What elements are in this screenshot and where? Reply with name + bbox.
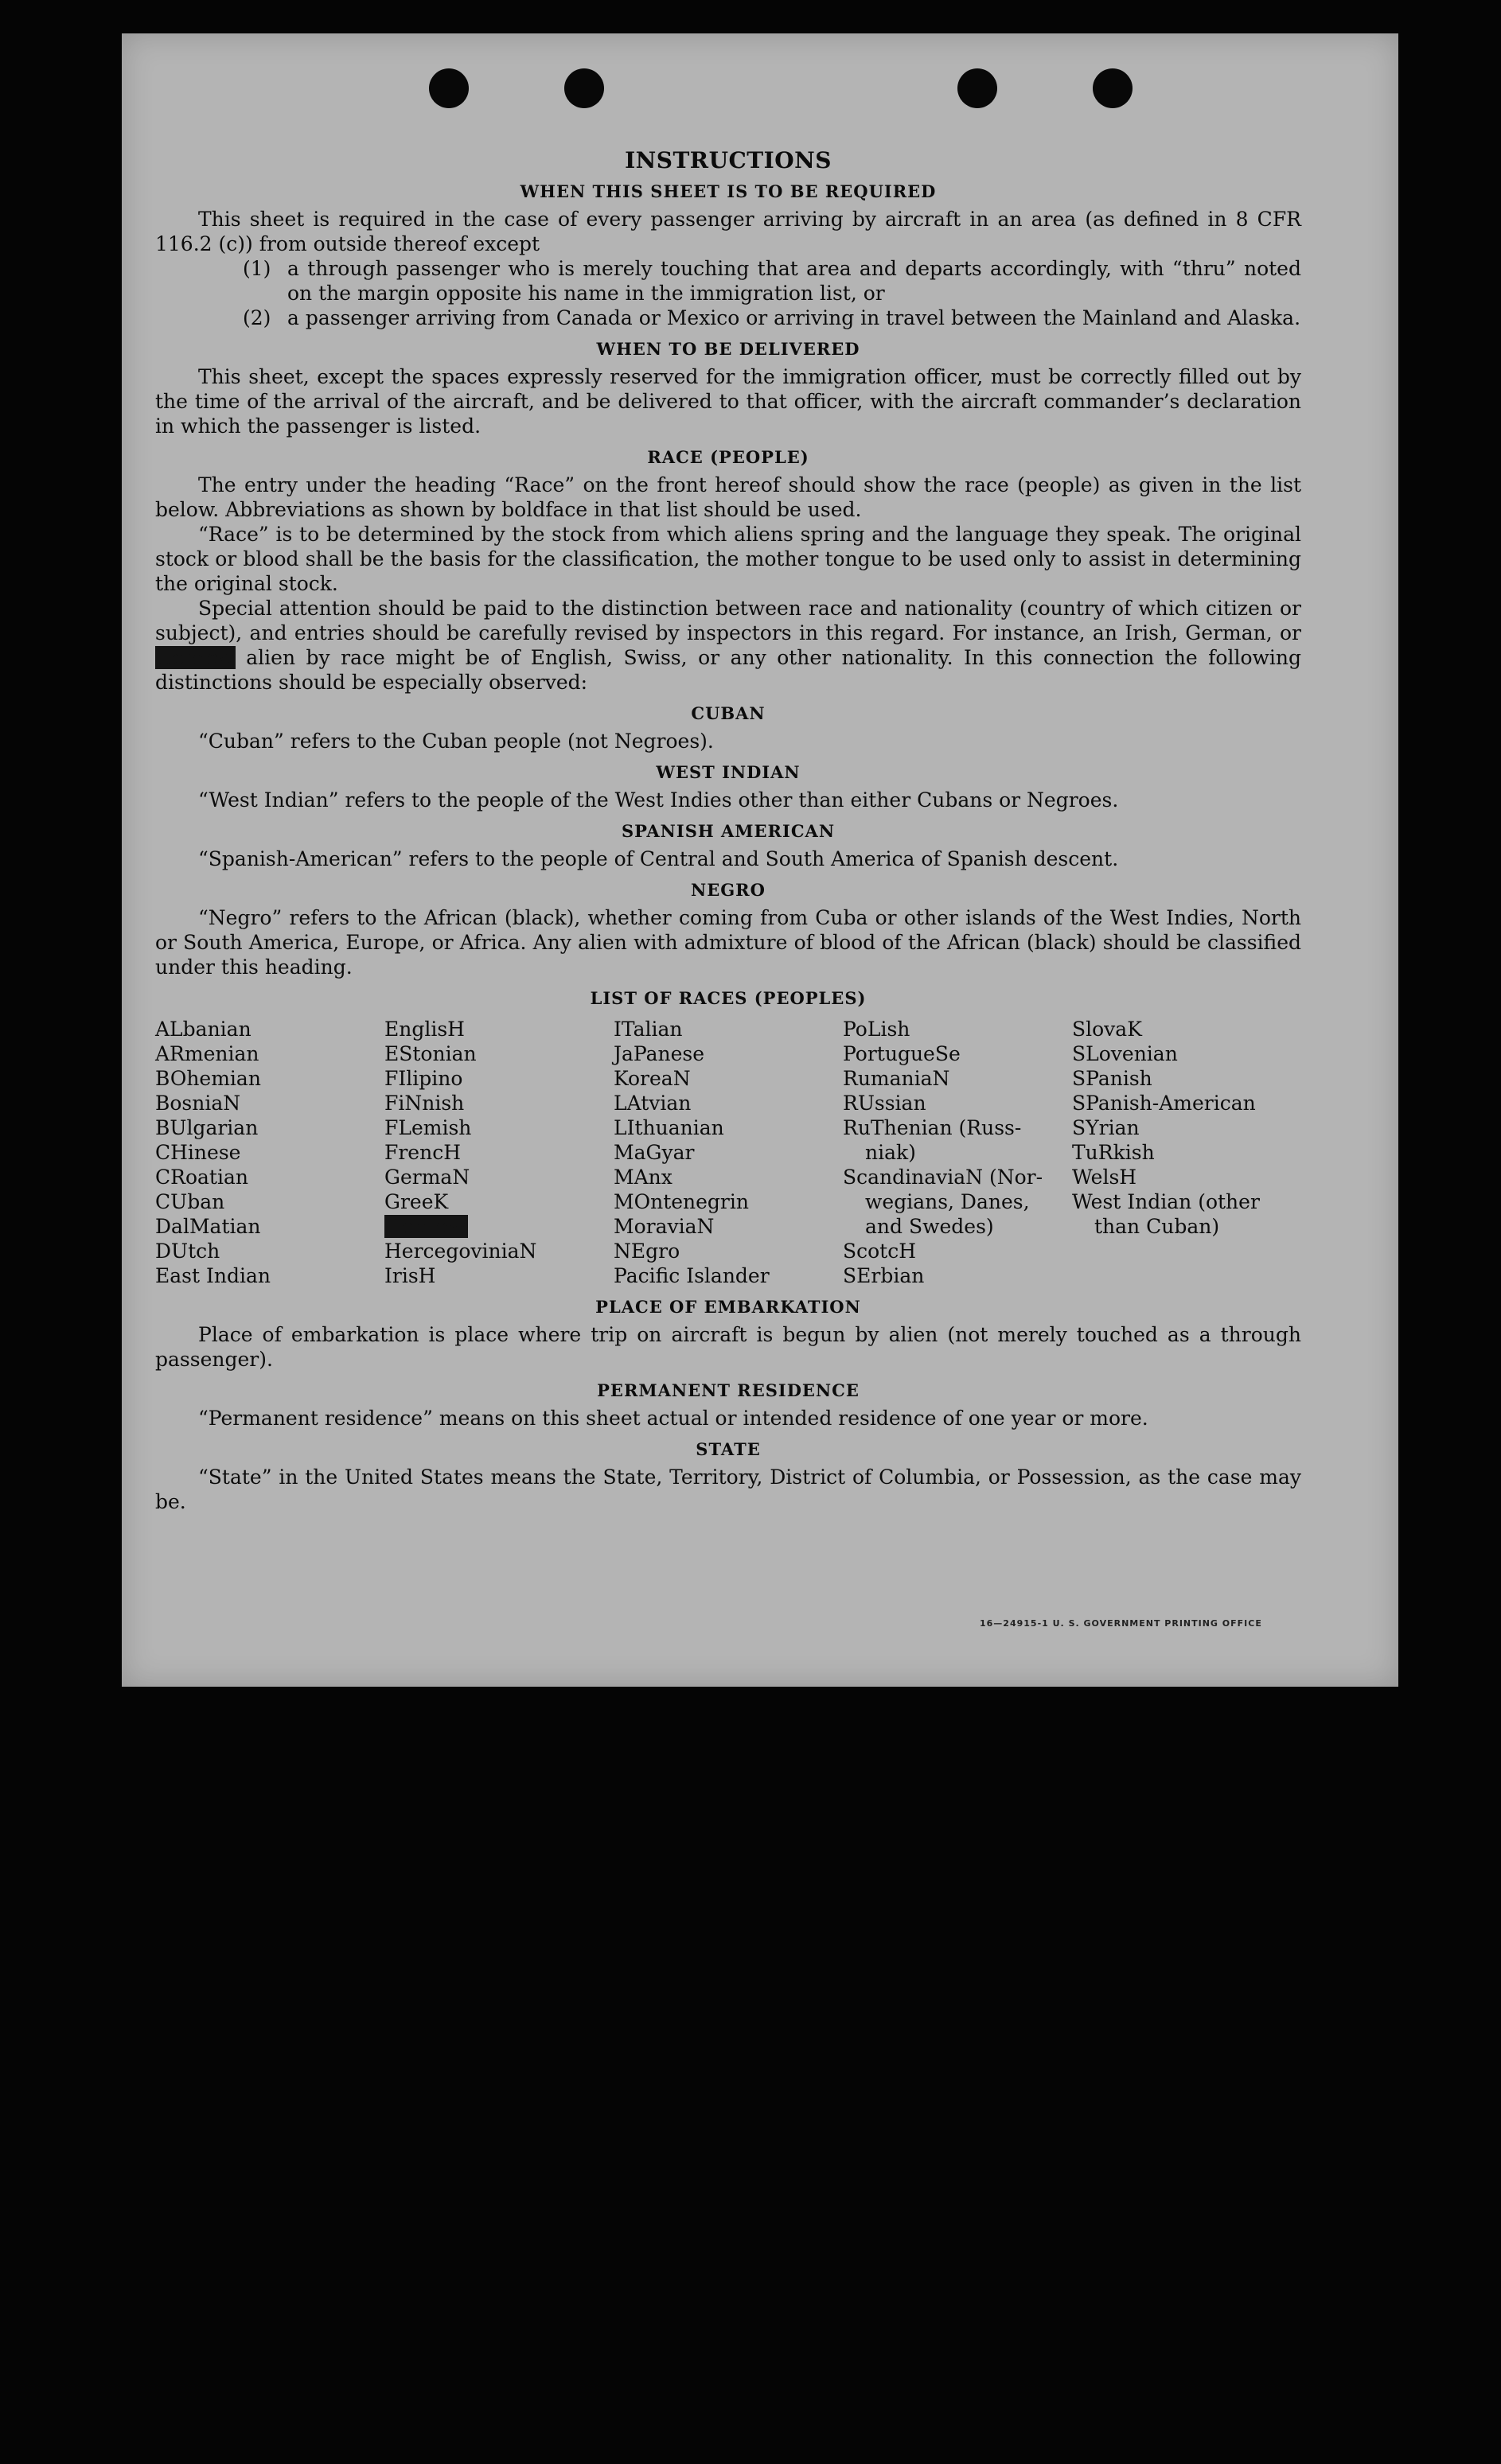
race-entry: KoreaN <box>614 1067 691 1090</box>
races-column-2 <box>384 1017 614 1288</box>
race-entry: PoLish <box>843 1018 910 1041</box>
race-entry: FrencH <box>384 1141 461 1164</box>
races-column-1 <box>155 1017 384 1288</box>
race-entry: ScotcH <box>843 1240 917 1263</box>
races-column-3 <box>614 1017 843 1288</box>
race-entry: DalMatian <box>155 1215 261 1238</box>
cuban-text: “Cuban” refers to the Cuban people (not Negroes). <box>198 730 714 753</box>
heading-residence: PERMANENT RESIDENCE <box>597 1380 860 1400</box>
race-entry: MoraviaN <box>614 1215 715 1238</box>
race-entry-continued: wegians, Danes, <box>865 1190 1030 1213</box>
race-entry-continued: than Cuban) <box>1094 1215 1220 1238</box>
race-entry: FiNnish <box>384 1092 465 1115</box>
document-sheet <box>122 33 1398 1687</box>
heading-state: STATE <box>696 1439 761 1459</box>
race-paragraph-3 <box>155 596 1301 695</box>
race-entry: FLemish <box>384 1116 472 1139</box>
race-entry: CHinese <box>155 1141 241 1164</box>
races-column-4 <box>843 1017 1072 1288</box>
spanish-american-text: “Spanish-American” refers to the people of Central and South America of Spanish descent. <box>198 847 1119 870</box>
race-entry: EStonian <box>384 1042 477 1065</box>
race-entry: ARmenian <box>155 1042 259 1065</box>
races-list <box>155 1017 1301 1288</box>
race-entry: JaPanese <box>614 1042 705 1065</box>
race-entry: FIlipino <box>384 1067 463 1090</box>
race-entry: RuThenian (Russ- <box>843 1116 1022 1139</box>
heading-required: WHEN THIS SHEET IS TO BE REQUIRED <box>520 181 937 201</box>
heading-race: RACE (PEOPLE) <box>647 447 809 467</box>
race-entry: PortugueSe <box>843 1042 961 1065</box>
race-entry: East Indian <box>155 1264 271 1287</box>
delivered-text: This sheet, except the spaces expressly reserved for the immigration officer, must be correctly filled out by the time of the arrival of the aircraft, and be delivered to that officer, with the aircraft commander’s declaration in which the passenger is listed. <box>155 365 1301 438</box>
race-entry: SPanish-American <box>1072 1092 1256 1115</box>
heading-delivered: WHEN TO BE DELIVERED <box>596 339 860 359</box>
race-paragraph-3-end: alien by race might be of English, Swiss, or any other nationality. In this connection the following distinctions should be especially observed: <box>155 646 1301 694</box>
page-title: INSTRUCTIONS <box>625 147 832 173</box>
race-paragraph-1: The entry under the heading “Race” on the front hereof should show the race (people) as given in the list below. Abbreviations as shown by boldface in that list should be used. <box>155 473 1301 521</box>
race-paragraph-3-start: Special attention should be paid to the distinction between race and nationality (country of which citizen or subject), and entries should be carefully revised by inspectors in this regard. For instance, an Irish, German, or <box>155 597 1301 644</box>
exception-number: (2) <box>243 306 271 329</box>
punch-hole-1 <box>429 68 469 108</box>
exception-item-1 <box>243 256 1301 306</box>
west-indian-text: “West Indian” refers to the people of the West Indies other than either Cubans or Negroes. <box>198 788 1119 812</box>
race-entry: MAnx <box>614 1166 673 1189</box>
race-paragraph-2: “Race” is to be determined by the stock from which aliens spring and the language they speak. The original stock or blood shall be the basis for the classification, the mother tongue to be used only to assist in determining the original stock. <box>155 523 1301 595</box>
heading-list-of-races: LIST OF RACES (PEOPLES) <box>590 988 867 1008</box>
heading-cuban: CUBAN <box>691 703 766 723</box>
race-entry: BUlgarian <box>155 1116 259 1139</box>
race-entry: SYrian <box>1072 1116 1140 1139</box>
redacted-word: Hebrew <box>155 646 236 669</box>
race-entry: ALbanian <box>155 1018 251 1041</box>
race-entry: West Indian (other <box>1072 1190 1260 1213</box>
race-entry: SPanish <box>1072 1067 1152 1090</box>
exception-text: a through passenger who is merely touching that area and departs accordingly, with “thru” noted on the margin opposite his name in the immigration list, or <box>287 257 1301 305</box>
race-entry: WelsH <box>1072 1166 1137 1189</box>
race-entry: BOhemian <box>155 1067 261 1090</box>
race-entry: TuRkish <box>1072 1141 1155 1164</box>
race-entry: LIthuanian <box>614 1116 724 1139</box>
required-intro: This sheet is required in the case of every passenger arriving by aircraft in an area (as defined in 8 CFR 116.2 (c)) from outside thereof except <box>155 208 1301 255</box>
race-entry: CRoatian <box>155 1166 248 1189</box>
race-entry: MOntenegrin <box>614 1190 749 1213</box>
embarkation-text: Place of embarkation is place where trip on aircraft is begun by alien (not merely touched as a through passenger). <box>155 1323 1301 1371</box>
race-entry-continued: and Swedes) <box>865 1215 994 1238</box>
race-entry-continued: niak) <box>865 1141 916 1164</box>
punch-hole-2 <box>564 68 604 108</box>
race-entry: Pacific Islander <box>614 1264 770 1287</box>
race-entry: NEgro <box>614 1240 680 1263</box>
race-entry: ITalian <box>614 1018 683 1041</box>
heading-west-indian: WEST INDIAN <box>656 762 801 782</box>
race-entry: SLovenian <box>1072 1042 1178 1065</box>
race-entry: GreeK <box>384 1190 449 1213</box>
race-entry: RUssian <box>843 1092 926 1115</box>
race-entry: SErbian <box>843 1264 925 1287</box>
race-entry: ScandinaviaN (Nor- <box>843 1166 1043 1189</box>
race-entry: RumaniaN <box>843 1067 950 1090</box>
race-entry: SlovaK <box>1072 1018 1142 1041</box>
race-entry: GermaN <box>384 1166 470 1189</box>
heading-negro: NEGRO <box>691 880 766 900</box>
race-entry: IrisH <box>384 1264 436 1287</box>
race-entry: BosniaN <box>155 1092 241 1115</box>
negro-text: “Negro” refers to the African (black), whether coming from Cuba or other islands of the West Indies, North or South America, Europe, or Africa. Any alien with admixture of blood of the African (black) should be classified under this heading. <box>155 906 1301 979</box>
exception-item-2 <box>243 306 1301 330</box>
punch-hole-4 <box>1093 68 1133 108</box>
heading-spanish-american: SPANISH AMERICAN <box>621 821 836 841</box>
race-entry: HercegoviniaN <box>384 1240 537 1263</box>
printing-office-code: 16—24915-1 U. S. GOVERNMENT PRINTING OFFICE <box>980 1618 1262 1629</box>
race-entry: EnglisH <box>384 1018 465 1041</box>
punch-hole-3 <box>957 68 997 108</box>
races-column-5 <box>1072 1017 1301 1288</box>
residence-text: “Permanent residence” means on this sheet actual or intended residence of one year or more. <box>198 1407 1148 1430</box>
exception-number: (1) <box>243 257 271 280</box>
race-entry: DUtch <box>155 1240 220 1263</box>
heading-embarkation: PLACE OF EMBARKATION <box>595 1297 861 1317</box>
state-text: “State” in the United States means the State, Territory, District of Columbia, or Possession, as the case may be. <box>155 1466 1301 1513</box>
race-entry: CUban <box>155 1190 225 1213</box>
instructions-content <box>155 148 1301 1514</box>
race-entry: MaGyar <box>614 1141 695 1164</box>
race-entry-redacted: HebreW <box>384 1215 469 1238</box>
race-entry: LAtvian <box>614 1092 692 1115</box>
exception-text: a passenger arriving from Canada or Mexico or arriving in travel between the Mainland and Alaska. <box>287 306 1301 329</box>
